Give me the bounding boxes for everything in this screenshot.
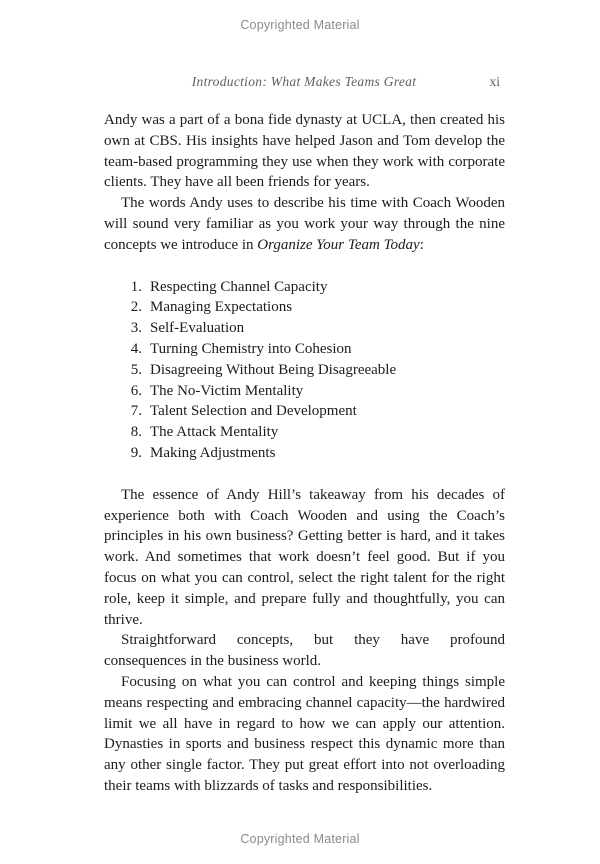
running-header [104,74,504,92]
list-item-number: 2. [130,299,142,316]
list-item [127,277,505,298]
page-number: xi [489,74,500,89]
list-item [127,297,505,318]
list-item-label: Disagreeing Without Being Disagreeable [150,361,397,378]
list-item-label: Managing Expectations [150,299,293,316]
list-item-number: 1. [130,278,142,295]
paragraph-2-text: The words Andy uses to describe his time with Coach Wooden will sound very familiar as you work your way through the nine concepts we introduce in [104,195,505,253]
list-item [127,318,505,339]
chapter-title: Introduction: What Makes Teams Great [191,74,417,89]
list-item [127,443,505,464]
body-text [104,110,505,797]
list-item [127,339,505,360]
paragraph-4: Straightforward concepts, but they have profound consequences in the business world. [104,632,505,670]
list-item-label: Self-Evaluation [150,320,245,337]
book-title: Organize Your Team Today [257,236,420,253]
list-item-number: 8. [130,424,142,441]
list-item [127,422,505,443]
list-item [127,401,505,422]
list-item-number: 9. [130,444,142,461]
list-item [127,381,505,402]
list-item-label: Turning Chemistry into Cohesion [150,340,352,357]
list-item-label: Making Adjustments [150,444,276,461]
copyright-watermark-bottom: Copyrighted Material [240,832,360,846]
paragraph-5: Focusing on what you can control and keeping things simple means respecting and embracing channel capacity—the hardwired limit we all have in regard to how we can apply our attention. Dynasties in sports and business respect this dynamic more than any other single factor. They put great effort into not overloading their teams with blizzards of tasks and responsibilities. [104,673,505,794]
list-item-number: 5. [130,361,142,378]
paragraph-2 [104,193,505,255]
copyright-watermark-top: Copyrighted Material [240,18,360,32]
concepts-list [104,277,505,464]
list-item-label: Respecting Channel Capacity [150,278,328,295]
paragraph-2-colon: : [419,236,424,253]
paragraph-3: The essence of Andy Hill’s takeaway from his decades of experience both with Coach Wooden and using the Coach’s principles in his own business? Getting better is hard, and it takes work. And sometimes that work doesn’t feel good. But if you focus on what you can control, select the right talent for the right role, keep it simple, and prepare fully and thoughtfully, you can thrive. [104,486,505,628]
paragraph-1: Andy was a part of a bona fide dynasty at UCLA, then created his own at CBS. His insights have helped Jason and Tom develop the team-based programming they use when they work with corporate clients. They have all been friends for years. [104,112,505,191]
list-item-label: The Attack Mentality [150,424,279,441]
list-item-number: 4. [130,340,142,357]
list-item [127,360,505,381]
list-item-number: 6. [130,382,142,399]
list-item-number: 3. [130,320,142,337]
list-item-number: 7. [130,403,142,420]
list-item-label: The No-Victim Mentality [150,382,304,399]
list-item-label: Talent Selection and Development [150,403,357,420]
